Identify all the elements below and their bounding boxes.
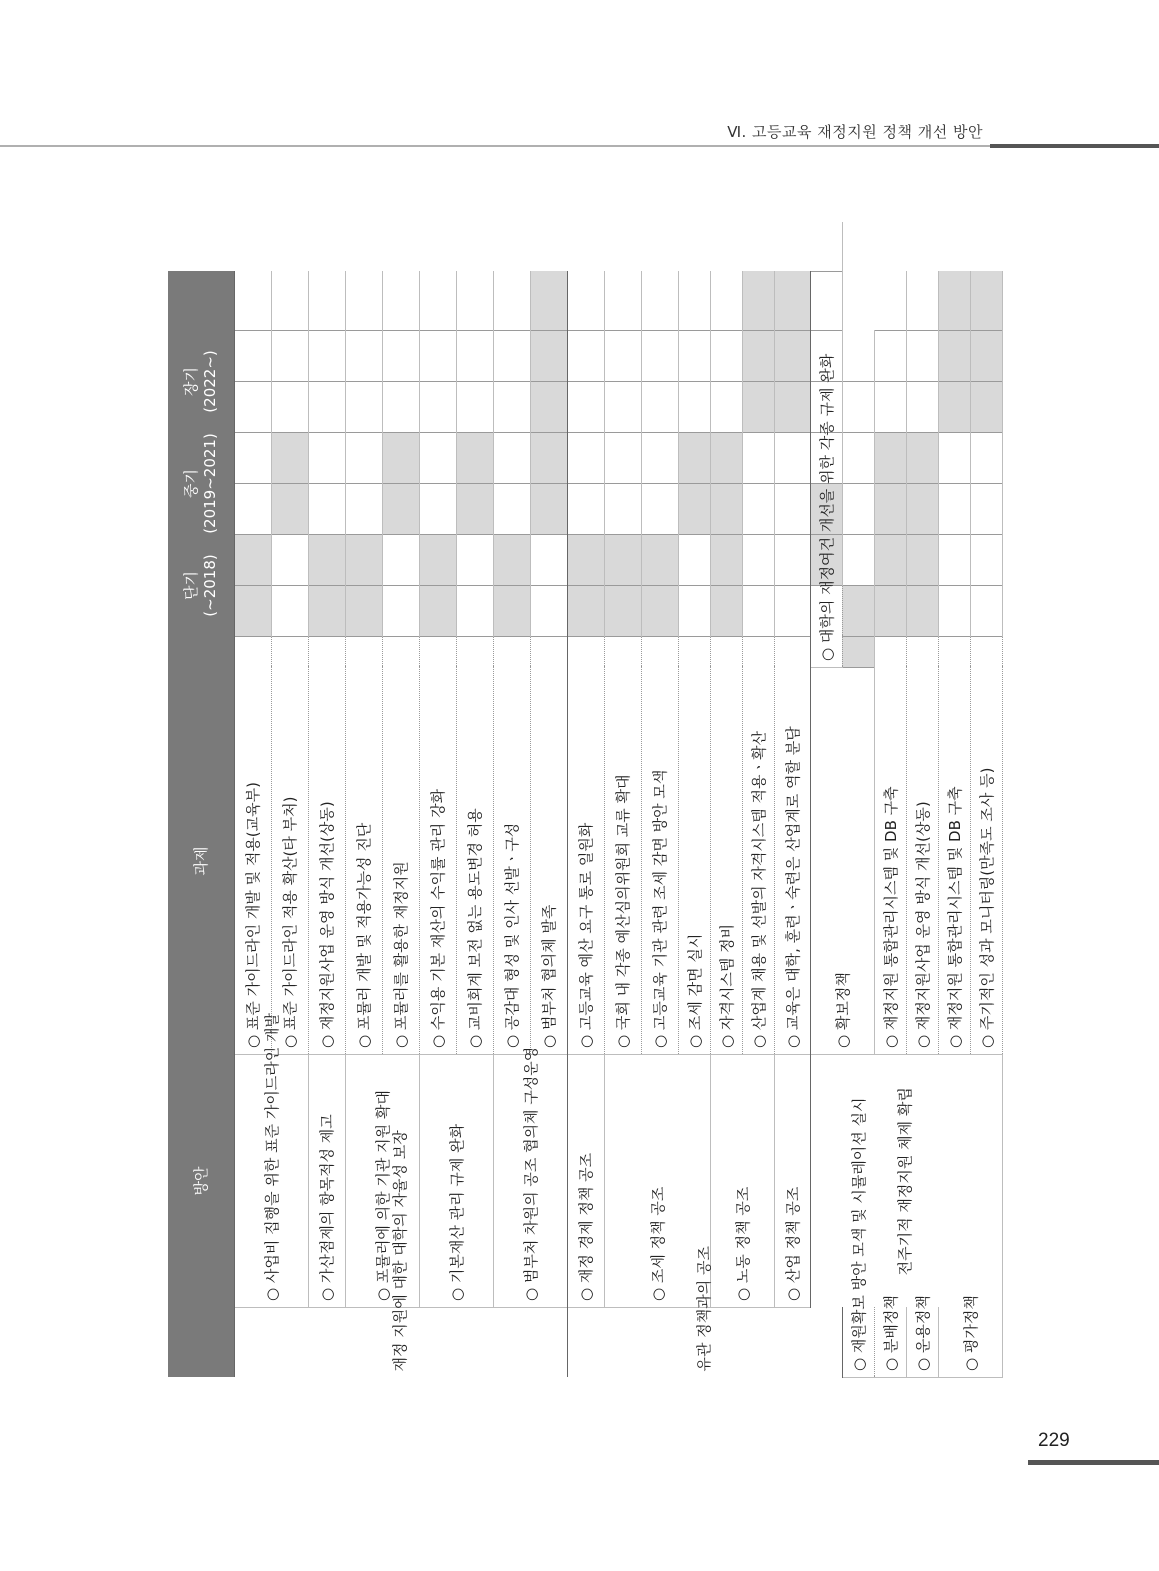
task-cell: ○ 재원확보 방안 모색 및 시뮬레이션 실시 xyxy=(842,1055,874,1378)
period-cell xyxy=(308,271,345,330)
header-long-term xyxy=(168,330,234,432)
period-cell xyxy=(774,432,810,483)
task-cell: ○ 주기적인 성과 모니터링(만족도 조사 등) xyxy=(970,637,1002,1055)
period-cell xyxy=(493,381,530,432)
period-cell xyxy=(271,483,308,534)
period-cell xyxy=(419,381,456,432)
period-cell xyxy=(774,586,810,637)
task-cell: ○ 재정지원 통합관리시스템 및 DB 구축 xyxy=(874,637,906,1055)
task-cell: ○ 재정지원사업 운영 방식 개선(상동) xyxy=(906,637,938,1055)
period-cell xyxy=(810,222,842,271)
period-cell xyxy=(874,432,906,483)
period-cell xyxy=(271,432,308,483)
period-cell xyxy=(874,381,906,432)
period-cell xyxy=(419,586,456,637)
header-end-spacer xyxy=(168,271,234,330)
period-cell xyxy=(842,330,874,381)
header-mid-term-label: 중기 xyxy=(182,469,200,498)
period-cell xyxy=(641,586,678,637)
approach-cell: ○ 기본재산 관리 규제 완화 xyxy=(419,1055,493,1308)
period-cell xyxy=(742,534,774,585)
period-cell xyxy=(938,432,970,483)
task-cell: ○ 산업계 채용 및 선발의 자격시스템 적용ㆍ확산 xyxy=(742,637,774,1055)
period-cell xyxy=(874,534,906,585)
approach-cell: ○ 산업 정책 공조 xyxy=(774,1055,810,1308)
period-cell xyxy=(906,534,938,585)
period-cell xyxy=(970,534,1002,585)
period-cell xyxy=(710,381,742,432)
period-cell xyxy=(742,381,774,432)
period-cell xyxy=(493,432,530,483)
header-rule-accent xyxy=(990,144,1159,148)
period-cell xyxy=(842,534,874,585)
period-cell xyxy=(970,432,1002,483)
approach-cell: ○ 가산점제의 항목적성 제고 xyxy=(308,1055,345,1308)
period-cell xyxy=(271,271,308,330)
period-cell xyxy=(382,381,419,432)
page-number-bar xyxy=(1028,1460,1159,1465)
period-cell xyxy=(345,271,382,330)
period-cell xyxy=(874,483,906,534)
header-long-term-label: 장기 xyxy=(182,366,200,396)
period-cell xyxy=(530,330,567,381)
header-rule xyxy=(0,145,990,147)
header-mid-term xyxy=(168,432,234,534)
header-empty-cell xyxy=(168,1308,234,1378)
period-cell xyxy=(938,271,970,330)
period-cell xyxy=(938,586,970,637)
header-spacer xyxy=(168,637,234,668)
period-cell xyxy=(530,381,567,432)
period-cell xyxy=(382,330,419,381)
period-cell xyxy=(308,432,345,483)
approach-cell: ○ 확보정책 xyxy=(810,668,874,1055)
period-cell xyxy=(382,271,419,330)
period-cell xyxy=(842,637,874,668)
period-cell xyxy=(842,381,874,432)
category-cell: 전주기적 재정지원 체제 확립 xyxy=(810,1055,1002,1308)
period-cell xyxy=(271,534,308,585)
period-cell xyxy=(345,381,382,432)
period-cell xyxy=(567,271,604,330)
period-cell xyxy=(456,381,493,432)
header-long-term-range: (2022~) xyxy=(200,350,219,413)
header-mid-term-range: (2019~2021) xyxy=(200,433,219,534)
period-cell xyxy=(234,271,271,330)
period-cell xyxy=(641,381,678,432)
period-cell xyxy=(774,534,810,585)
period-cell xyxy=(308,330,345,381)
period-cell xyxy=(641,483,678,534)
period-cell xyxy=(308,381,345,432)
period-cell xyxy=(938,330,970,381)
period-cell xyxy=(493,330,530,381)
period-cell xyxy=(742,432,774,483)
period-cell xyxy=(419,534,456,585)
policy-roadmap-table xyxy=(168,222,1003,1378)
period-cell xyxy=(530,271,567,330)
task-cell: ○ 공감대 형성 및 인사 선발ㆍ구성 xyxy=(493,637,530,1055)
period-cell xyxy=(604,586,641,637)
period-cell xyxy=(456,586,493,637)
period-cell xyxy=(567,381,604,432)
period-cell xyxy=(604,432,641,483)
period-cell xyxy=(710,534,742,585)
period-cell xyxy=(774,483,810,534)
period-cell xyxy=(234,330,271,381)
period-cell xyxy=(419,271,456,330)
period-cell xyxy=(678,271,710,330)
period-cell xyxy=(641,432,678,483)
period-cell xyxy=(774,381,810,432)
period-cell xyxy=(678,330,710,381)
period-cell xyxy=(906,483,938,534)
period-cell xyxy=(938,381,970,432)
period-cell xyxy=(345,432,382,483)
period-cell xyxy=(774,330,810,381)
period-cell xyxy=(641,330,678,381)
period-cell xyxy=(678,586,710,637)
period-cell xyxy=(308,586,345,637)
period-cell xyxy=(742,330,774,381)
task-cell: ○ 포뮬러 개발 및 적용가능성 진단 xyxy=(345,637,382,1055)
period-cell xyxy=(567,432,604,483)
period-cell xyxy=(678,534,710,585)
header-short-term-range: (~2018) xyxy=(200,554,219,617)
header-short-term xyxy=(168,534,234,636)
period-cell xyxy=(970,586,1002,637)
period-cell xyxy=(604,534,641,585)
period-cell xyxy=(906,381,938,432)
period-cell xyxy=(271,330,308,381)
task-cell: ○ 범부처 협의체 발족 xyxy=(530,637,567,1055)
period-cell xyxy=(456,483,493,534)
task-cell: ○ 수익용 기본 재산의 수익률 관리 강화 xyxy=(419,637,456,1055)
approach-cell: ○ 조세 정책 공조 xyxy=(604,1055,710,1308)
approach-cell: ○ 포뮬러에 의한 기관 지원 확대 xyxy=(345,1055,419,1308)
period-cell xyxy=(970,271,1002,330)
task-cell: ○ 표준 가이드라인 개발 및 적용(교육부) xyxy=(234,637,271,1055)
period-cell xyxy=(970,381,1002,432)
task-cell: ○ 교비회계 보전 없는 용도변경 허용 xyxy=(456,637,493,1055)
period-cell xyxy=(493,483,530,534)
period-cell xyxy=(567,330,604,381)
task-cell: ○ 표준 가이드라인 적용 확산(타 부처) xyxy=(271,637,308,1055)
running-header: Ⅵ. 고등교육 재정지원 정책 개선 방안 xyxy=(727,123,983,141)
period-cell xyxy=(604,381,641,432)
period-cell xyxy=(530,483,567,534)
period-cell xyxy=(842,586,874,637)
approach-cell: ○ 사업비 집행을 위한 표준 가이드라인 개발 xyxy=(234,1055,308,1308)
task-cell: ○ 조세 감면 실시 xyxy=(678,637,710,1055)
period-cell xyxy=(345,586,382,637)
period-cell xyxy=(710,271,742,330)
period-cell xyxy=(419,483,456,534)
task-cell: ○ 국회 내 각종 예산심의위원회 교류 확대 xyxy=(604,637,641,1055)
period-cell xyxy=(234,483,271,534)
period-cell xyxy=(774,271,810,330)
period-cell xyxy=(678,381,710,432)
period-cell xyxy=(810,271,842,330)
category-cell: 유관 정책과의 공조 xyxy=(567,1308,842,1378)
approach-cell: ○ 평가정책 xyxy=(938,1308,1002,1378)
period-cell xyxy=(382,534,419,585)
period-cell xyxy=(906,271,938,330)
approach-cell: ○ 운용정책 xyxy=(906,1308,938,1378)
period-cell xyxy=(710,330,742,381)
period-cell xyxy=(604,483,641,534)
period-cell xyxy=(456,432,493,483)
period-cell xyxy=(567,483,604,534)
period-cell xyxy=(234,432,271,483)
period-cell xyxy=(530,534,567,585)
approach-cell: ○ 분배정책 xyxy=(874,1308,906,1378)
task-cell xyxy=(810,586,842,668)
period-cell xyxy=(678,483,710,534)
period-cell xyxy=(456,330,493,381)
period-cell xyxy=(906,432,938,483)
task-cell: ○ 고등교육 예산 요구 통로 일원화 xyxy=(567,637,604,1055)
period-cell xyxy=(456,534,493,585)
period-cell xyxy=(604,330,641,381)
task-cell: ○ 재정지원사업 운영 방식 개선(상동) xyxy=(308,637,345,1055)
period-cell xyxy=(234,534,271,585)
period-cell xyxy=(493,271,530,330)
period-cell xyxy=(906,330,938,381)
period-cell xyxy=(842,432,874,483)
period-cell xyxy=(271,586,308,637)
period-cell xyxy=(382,586,419,637)
period-cell xyxy=(710,586,742,637)
period-cell xyxy=(382,432,419,483)
period-cell xyxy=(742,483,774,534)
period-cell xyxy=(493,586,530,637)
period-cell xyxy=(641,534,678,585)
period-cell xyxy=(938,483,970,534)
header-approach: 방안 xyxy=(168,1055,234,1308)
approach-cell: ○ 재정 경제 정책 공조 xyxy=(567,1055,604,1308)
period-cell xyxy=(906,586,938,637)
header-task: 과제 xyxy=(168,668,234,1055)
period-cell xyxy=(742,586,774,637)
period-cell xyxy=(345,534,382,585)
period-cell xyxy=(938,534,970,585)
period-cell xyxy=(567,534,604,585)
period-cell xyxy=(710,483,742,534)
period-cell xyxy=(874,271,906,330)
period-cell xyxy=(530,432,567,483)
period-cell xyxy=(842,483,874,534)
period-cell xyxy=(308,534,345,585)
page-number: 229 xyxy=(1038,1430,1070,1451)
period-cell xyxy=(456,271,493,330)
period-cell xyxy=(419,432,456,483)
task-cell: ○ 고등교육 기관 관련 조세 감면 방안 모색 xyxy=(641,637,678,1055)
period-cell xyxy=(530,586,567,637)
rotated-table-container xyxy=(168,222,996,1378)
period-cell xyxy=(234,586,271,637)
period-cell xyxy=(710,432,742,483)
task-cell: ○ 재정지원 통합관리시스템 및 DB 구축 xyxy=(938,637,970,1055)
period-cell xyxy=(874,586,906,637)
period-cell xyxy=(874,330,906,381)
period-cell xyxy=(641,271,678,330)
period-cell xyxy=(970,483,1002,534)
period-cell xyxy=(308,483,345,534)
header-short-term-label: 단기 xyxy=(182,571,200,600)
task-cell: ○ 교육은 대학, 훈련ㆍ숙련은 산업계로 역할 분담 xyxy=(774,637,810,1055)
task-cell: ○ 자격시스템 정비 xyxy=(710,637,742,1055)
period-cell xyxy=(567,586,604,637)
period-cell xyxy=(604,271,641,330)
period-cell xyxy=(742,271,774,330)
category-cell: 재정 지원에 대한 대학의 자율성 보장 xyxy=(234,1308,567,1378)
period-cell xyxy=(678,432,710,483)
period-cell xyxy=(345,483,382,534)
period-cell xyxy=(382,483,419,534)
period-cell xyxy=(345,330,382,381)
approach-cell: ○ 노동 정책 공조 xyxy=(710,1055,774,1308)
approach-cell: ○ 범부처 차원의 공조 협의체 구성운영 xyxy=(493,1055,567,1308)
period-cell xyxy=(234,381,271,432)
period-cell xyxy=(493,534,530,585)
period-cell xyxy=(271,381,308,432)
task-cell: ○ 포뮬러를 활용한 재정지원 xyxy=(382,637,419,1055)
period-cell xyxy=(419,330,456,381)
period-cell xyxy=(970,330,1002,381)
